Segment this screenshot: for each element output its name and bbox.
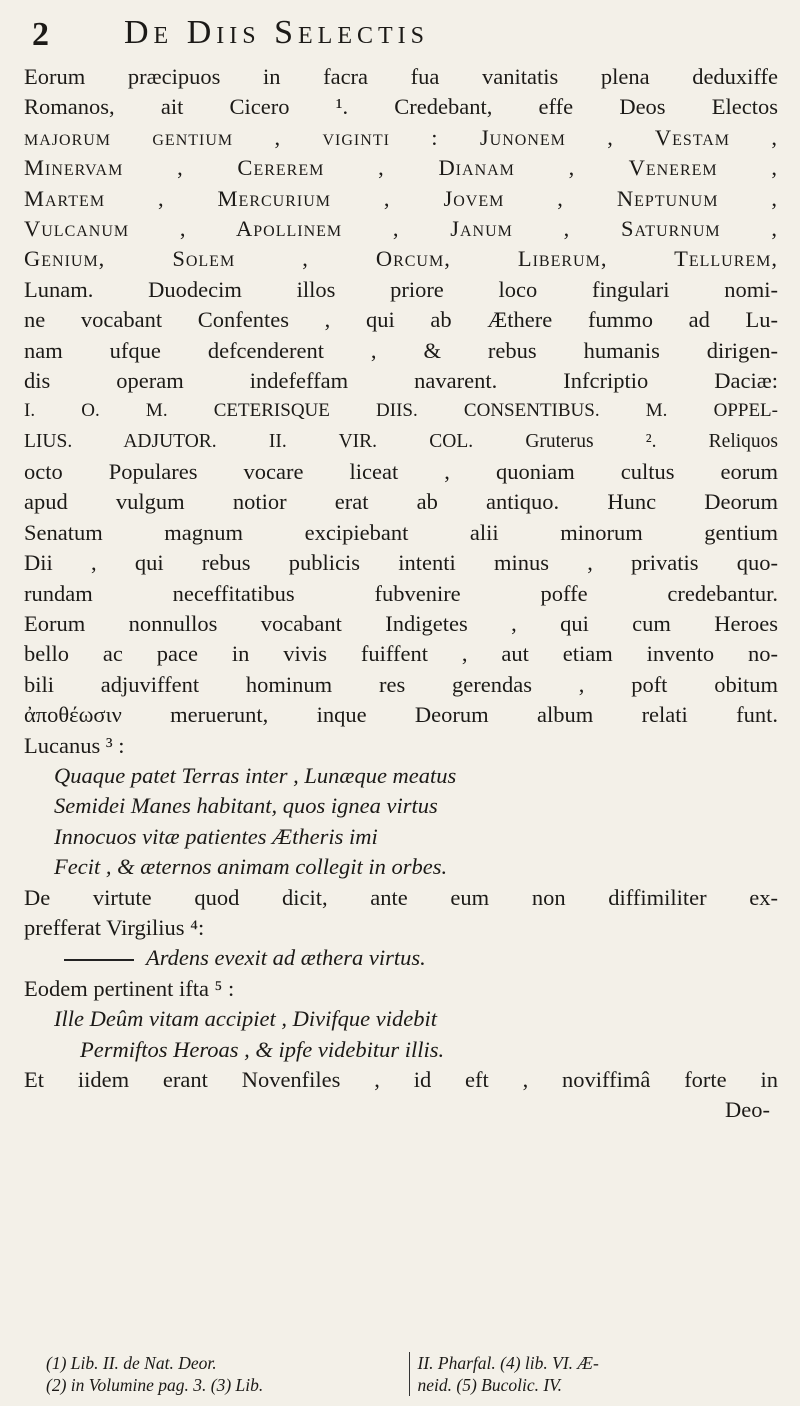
verse-text: Ardens evexit ad æthera virtus. xyxy=(146,945,426,971)
footnote-line: (1) Lib. II. de Nat. Deor. xyxy=(46,1353,217,1373)
text-line: Eorum præcipuos in facra fua vanitatis plena deduxiffe xyxy=(24,64,778,89)
dash-rule xyxy=(64,959,134,961)
text-line: apud vulgum notior erat ab antiquo. Hunc Deorum xyxy=(24,489,778,515)
text-line: Martem , Mercurium , Jovem , Neptunum , xyxy=(24,185,778,211)
footnotes-right xyxy=(409,1352,781,1396)
text-line: majorum gentium , viginti : Junonem , Vestam , xyxy=(24,124,778,150)
verse-line: Permiftos Heroas , & ipfe videbitur illis. xyxy=(80,1036,445,1062)
footnotes xyxy=(46,1352,780,1396)
text-line: De virtute quod dicit, ante eum non diffimiliter ex- xyxy=(24,884,778,910)
text-line: Eorum nonnullos vocabant Indigetes , qui cum Heroes xyxy=(24,611,778,637)
verse-line: Quaque patet Terras inter , Lunæque meatus xyxy=(54,762,457,788)
text-line: Vulcanum , Apollinem , Janum , Saturnum , xyxy=(24,215,778,241)
verse-line: Ille Deûm vitam accipiet , Divifque videbit xyxy=(54,1006,437,1032)
text-line: ἀποθέωσιν meruerunt, inque Deorum album relati funt. xyxy=(24,702,778,728)
verse-line: Innocuos vitæ patientes Ætheris imi xyxy=(54,823,378,849)
text-line: rundam neceffitatibus fubvenire poffe credebantur. xyxy=(24,580,778,606)
inscription-line: LIUS. ADJUTOR. II. VIR. COL. Gruterus ². Reliquos xyxy=(24,430,778,452)
verse-line xyxy=(24,943,778,973)
text-line: Senatum magnum excipiebant alii minorum gentium xyxy=(24,519,778,545)
text-line: Genium, Solem , Orcum, Liberum, Tellurem, xyxy=(24,246,778,272)
text-line: Romanos, ait Cicero ¹. Credebant, effe Deos Electos xyxy=(24,94,778,120)
footnote-line: II. Pharfal. (4) lib. VI. Æ- xyxy=(417,1353,599,1373)
text-line: Dii , qui rebus publicis intenti minus , privatis quo- xyxy=(24,550,778,576)
catchword: Deo- xyxy=(725,1097,770,1123)
text-line: ne vocabant Confentes , qui ab Æthere fummo ad Lu- xyxy=(24,307,778,333)
page-number: 2 xyxy=(32,16,49,53)
text-line: octo Populares vocare liceat , quoniam cultus eorum xyxy=(24,459,778,485)
main-text xyxy=(24,62,778,1126)
text-line: Lucanus ³ : xyxy=(24,732,125,758)
text-line: dis operam indefeffam navarent. Infcriptio Daciæ: xyxy=(24,367,778,393)
text-line: Lunam. Duodecim illos priore loco fingulari nomi- xyxy=(24,276,778,302)
text-line: prefferat Virgilius ⁴: xyxy=(24,914,205,940)
verse-line: Fecit , & æternos animam collegit in orbes. xyxy=(54,854,448,880)
footnotes-left xyxy=(46,1352,409,1396)
footnote-line: (2) in Volumine pag. 3. (3) Lib. xyxy=(46,1375,264,1395)
footnote-line: neid. (5) Bucolic. IV. xyxy=(417,1375,562,1395)
text-line: Minervam , Cererem , Dianam , Venerem , xyxy=(24,155,778,181)
verse-line: Semidei Manes habitant, quos ignea virtus xyxy=(54,793,438,819)
page-header xyxy=(24,14,778,62)
text-line: nam ufque defcenderent , & rebus humanis dirigen- xyxy=(24,337,778,363)
inscription-line: I. O. M. CETERISQUE DIIS. CONSENTIBUS. M. OPPEL- xyxy=(24,400,778,422)
text-line: Et iidem erant Novenfiles , id eft , noviffimâ forte in xyxy=(24,1066,778,1092)
text-line: bello ac pace in vivis fuiffent , aut etiam invento no- xyxy=(24,641,778,667)
running-title: De Diis Selectis xyxy=(124,14,429,51)
text-line: Eodem pertinent ifta ⁵ : xyxy=(24,975,235,1001)
text-line: bili adjuviffent hominum res gerendas , poft obitum xyxy=(24,671,778,697)
